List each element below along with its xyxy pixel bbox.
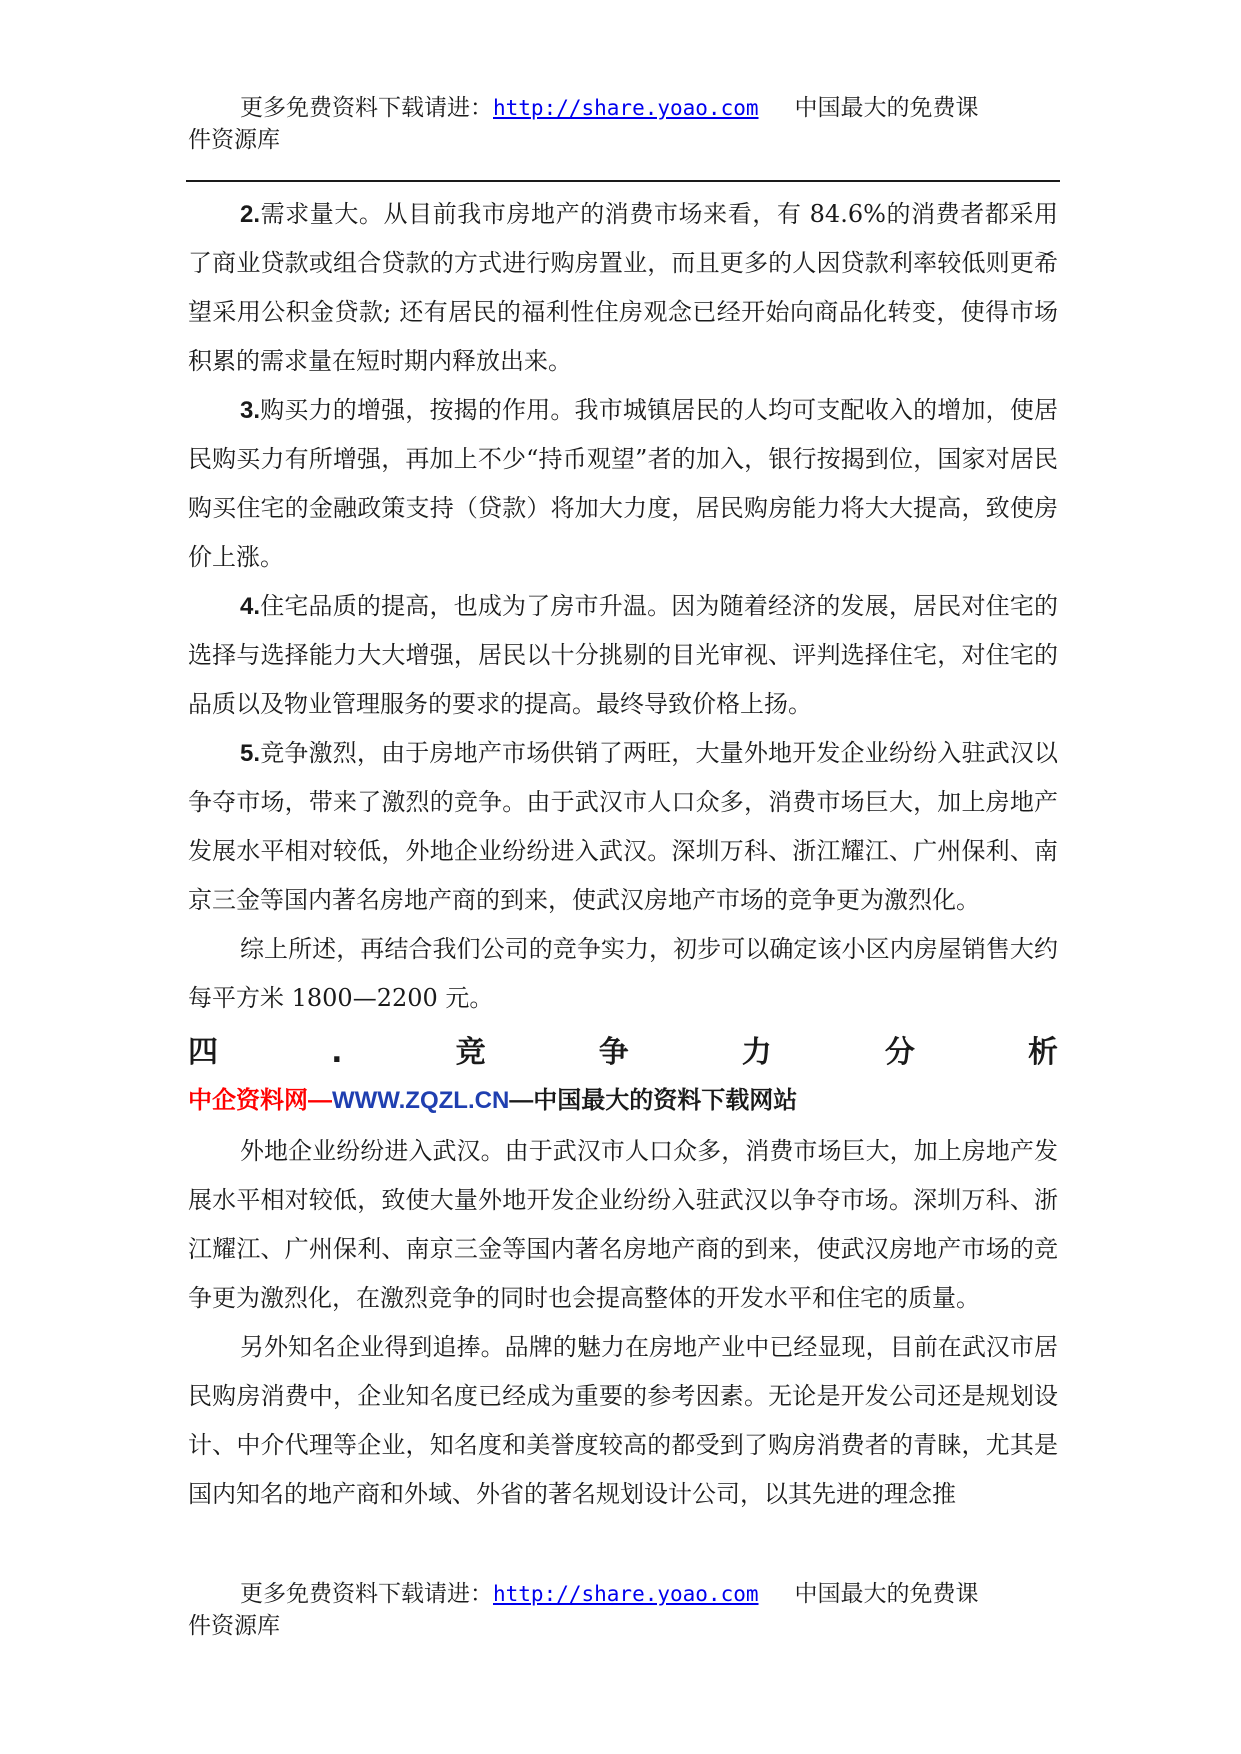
heading-char: 争	[598, 1035, 629, 1070]
ad-site-name: 中企资料网	[188, 1087, 308, 1114]
ad-dash: —	[308, 1087, 332, 1114]
ad-dash: —	[509, 1087, 534, 1114]
paragraph-4	[188, 582, 1058, 729]
paragraph-3	[188, 386, 1058, 582]
heading-char: 四	[188, 1035, 218, 1070]
paragraph-5	[188, 729, 1058, 925]
heading-char: 力	[741, 1035, 772, 1070]
paragraph-text: 外地企业纷纷进入武汉。由于武汉市人口众多，消费市场巨大，加上房地产发展水平相对较低，致使大量外地开发企业纷纷入驻武汉以争夺市场。深圳万科、浙江耀江、广州保利、南京三金等国内著名房地产商的到来，使武汉房地产市场的竞争更为激烈化，在激烈竞争的同时也会提高整体的开发水平和住宅的质量。	[188, 1137, 1058, 1312]
footer-suffix: 中国最大的免费课	[794, 1581, 979, 1607]
page-header	[188, 92, 1058, 156]
heading-char: .	[331, 1035, 343, 1070]
paragraph-text: 综上所述，再结合我们公司的竞争实力，初步可以确定该小区内房屋销售大约每平方米 1800—2200 元。	[188, 935, 1058, 1012]
heading-char: 析	[1027, 1035, 1058, 1070]
paragraph-number: 5.	[240, 740, 261, 767]
paragraph-brand	[188, 1323, 1058, 1519]
paragraph-text: 需求量大。从目前我市房地产的消费市场来看，有 84.6%的消费者都采用了商业贷款或组合贷款的方式进行购房置业，而且更多的人因贷款利率较低则更希望采用公积金贷款; 还有居民的福利性住房观念已经开始向商品化转变，使得市场积累的需求量在短时期内释放出来。	[188, 200, 1058, 375]
paragraph-number: 3.	[240, 397, 261, 424]
footer-prefix: 更多免费资料下载请进：	[240, 1581, 493, 1607]
page-footer	[188, 1578, 1058, 1642]
paragraph-text: 另外知名企业得到追捧。品牌的魅力在房地产业中已经显现，目前在武汉市居民购房消费中，企业知名度已经成为重要的参考因素。无论是开发公司还是规划设计、中介代理等企业，知名度和美誉度较高的都受到了购房消费者的青睐，尤其是国内知名的地产商和外域、外省的著名规划设计公司，以其先进的理念推	[188, 1333, 1058, 1508]
footer-line-2: 件资源库	[188, 1613, 280, 1639]
ad-banner	[188, 1081, 1058, 1121]
paragraph-text: 购买力的增强，按揭的作用。我市城镇居民的人均可支配收入的增加，使居民购买力有所增强，再加上不少“持币观望”者的加入，银行按揭到位，国家对居民购买住宅的金融政策支持（贷款）将加大力度，居民购房能力将大大提高，致使房价上涨。	[188, 396, 1058, 571]
footer-line-1	[188, 1578, 1058, 1610]
header-divider	[186, 180, 1060, 182]
heading-char: 分	[884, 1035, 915, 1070]
ad-tagline: 中国最大的资料下载网站	[533, 1087, 798, 1114]
document-body	[188, 190, 1058, 1519]
header-suffix: 中国最大的免费课	[794, 95, 979, 121]
paragraph-text: 住宅品质的提高，也成为了房市升温。因为随着经济的发展，居民对住宅的选择与选择能力大大增强，居民以十分挑剔的目光审视、评判选择住宅，对住宅的品质以及物业管理服务的要求的提高。最终导致价格上扬。	[188, 592, 1058, 718]
footer-link[interactable]: http://share.yoao.com	[493, 1582, 759, 1606]
heading-char: 竞	[455, 1035, 486, 1070]
paragraph-number: 4.	[240, 593, 261, 620]
section-heading	[188, 1025, 1058, 1081]
ad-site-url[interactable]: WWW.ZQZL.CN	[332, 1087, 510, 1114]
paragraph-number: 2.	[240, 201, 261, 228]
paragraph-2	[188, 190, 1058, 386]
header-line-1	[188, 92, 1058, 124]
paragraph-competition	[188, 1127, 1058, 1323]
header-link[interactable]: http://share.yoao.com	[493, 96, 759, 120]
summary-paragraph	[188, 925, 1058, 1023]
paragraph-text: 竞争激烈，由于房地产市场供销了两旺，大量外地开发企业纷纷入驻武汉以争夺市场，带来了激烈的竞争。由于武汉市人口众多，消费市场巨大，加上房地产发展水平相对较低，外地企业纷纷进入武汉。深圳万科、浙江耀江、广州保利、南京三金等国内著名房地产商的到来，使武汉房地产市场的竞争更为激烈化。	[188, 739, 1058, 914]
header-line-2: 件资源库	[188, 127, 280, 153]
header-prefix: 更多免费资料下载请进：	[240, 95, 493, 121]
